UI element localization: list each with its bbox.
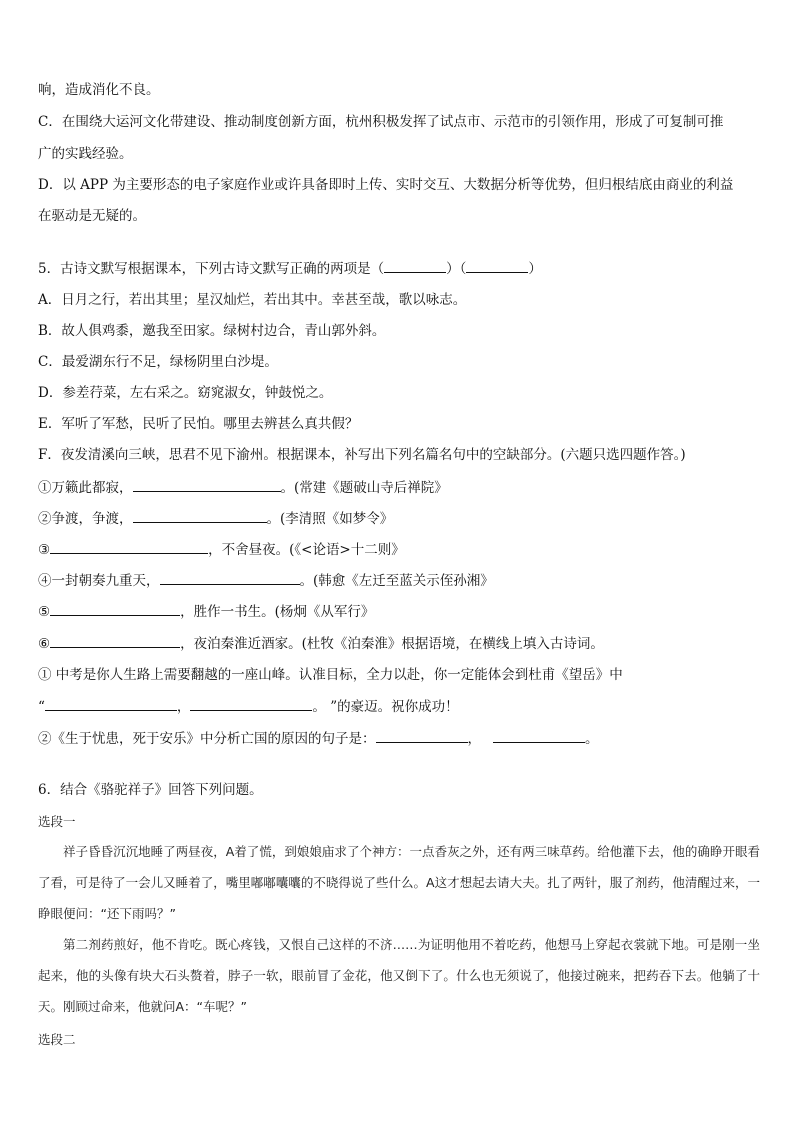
fill-item-4: ④一封朝奏九重天， 。(韩愈《左迁至蓝关示侄孙湘》 — [38, 570, 494, 591]
fill-item-3: ③ ，不舍昼夜。(《<论语>十二则》 — [38, 539, 405, 560]
fill-item-2: ②争渡，争渡， 。(李清照《如梦令》 — [38, 508, 393, 529]
selection-2-label: 选段二 — [38, 1032, 76, 1047]
selection-1-paragraph-1: 祥子昏昏沉沉地睡了两昼夜，A着了慌，到娘娘庙求了个神方：一点香灰之外，还有两三味草药。给他灌下去，他的确睁开眼看了看，可是待了一会儿又睡着了，嘴里嘟嘟囔囔的不晓得说了些什么。A这才想起去请大夫。扎了两针，服了剂药，他清醒过来，一睁眼便问：“还下雨吗？” — [38, 844, 760, 921]
answer-blank[interactable] — [493, 728, 585, 743]
answer-blank[interactable] — [50, 539, 208, 554]
q5-option-d: D．参差荇菜，左右采之。窈窕淑女，钟鼓悦之。 — [38, 385, 333, 401]
answer-blank[interactable] — [50, 633, 180, 648]
fill-item-1: ①万籁此都寂， 。(常建《题破山寺后禅院》 — [38, 477, 448, 498]
selection-1-paragraph-2: 第二剂药煎好，他不肯吃。既心疼钱，又恨自己这样的不济……为证明他用不着吃药，他想马上穿起衣裳就下地。可是刚一坐起来，他的头像有块大石头赘着，脖子一软，眼前冒了金花，他又倒下了。什么也无须说了，他接过碗来，把药吞下去。他躺了十天。刚顾过命来，他就问A：“车呢？” — [38, 937, 760, 1014]
q5-option-b: B．故人俱鸡黍，邀我至田家。绿树村边合，青山郭外斜。 — [38, 323, 386, 339]
q4-option-c-line1: C．在围绕大运河文化带建设、推动制度创新方面，杭州积极发挥了试点市、示范市的引领作用，形成了可复制可推 — [38, 114, 724, 130]
q4-continuation: 响，造成消化不良。 — [38, 82, 160, 98]
context-item-2: ②《生于忧患，死于安乐》中分析亡国的原因的句子是： ， 。 — [38, 728, 599, 749]
q4-option-d-line1: D．以 APP 为主要形态的电子家庭作业或许具备即时上传、实时交互、大数据分析等优势，但归根结底由商业的利益 — [38, 177, 734, 193]
fill-item-6: ⑥ ，夜泊秦淮近酒家。(杜牧《泊秦淮》根据语境，在横线上填入古诗词。 — [38, 633, 604, 654]
answer-blank[interactable] — [50, 601, 180, 616]
q4-option-d-line2: 在驱动是无疑的。 — [38, 208, 146, 224]
answer-blank[interactable] — [45, 696, 177, 711]
q5-option-e: E．军听了军愁，民听了民怕。哪里去辨甚么真共假？ — [38, 416, 359, 432]
context-item-1: ① 中考是你人生路上需要翻越的一座山峰。认准目标，全力以赴，你一定能体会到杜甫《望岳》中 — [38, 667, 623, 683]
q5-option-c: C．最爱湖东行不足，绿杨阴里白沙堤。 — [38, 354, 278, 370]
answer-blank[interactable] — [384, 258, 446, 273]
fill-item-5: ⑤ ，胜作一书生。(杨炯《从军行》 — [38, 601, 374, 622]
selection-1-label: 选段一 — [38, 814, 76, 829]
q5-option-a: A．日月之行，若出其里；星汉灿烂，若出其中。幸甚至哉，歌以咏志。 — [38, 292, 467, 308]
answer-blank[interactable] — [133, 508, 267, 523]
answer-blank[interactable] — [160, 570, 300, 585]
answer-blank[interactable] — [190, 696, 312, 711]
q5-stem: 5．古诗文默写根据课本，下列古诗文默写正确的两项是（ ）（ ） — [38, 258, 542, 279]
q6-stem: 6．结合《骆驼祥子》回答下列问题。 — [38, 782, 263, 798]
answer-blank[interactable] — [466, 258, 528, 273]
context-item-1-blanks: “ ， 。 ”的豪迈。祝你成功！ — [38, 696, 459, 717]
answer-blank[interactable] — [133, 477, 281, 492]
answer-blank[interactable] — [376, 728, 468, 743]
q5-option-f: F．夜发清溪向三峡，思君不见下渝州。根据课本，补写出下列名篇名句中的空缺部分。(六题只选四题作答。) — [38, 447, 686, 463]
q4-option-c-line2: 广的实践经验。 — [38, 146, 133, 162]
